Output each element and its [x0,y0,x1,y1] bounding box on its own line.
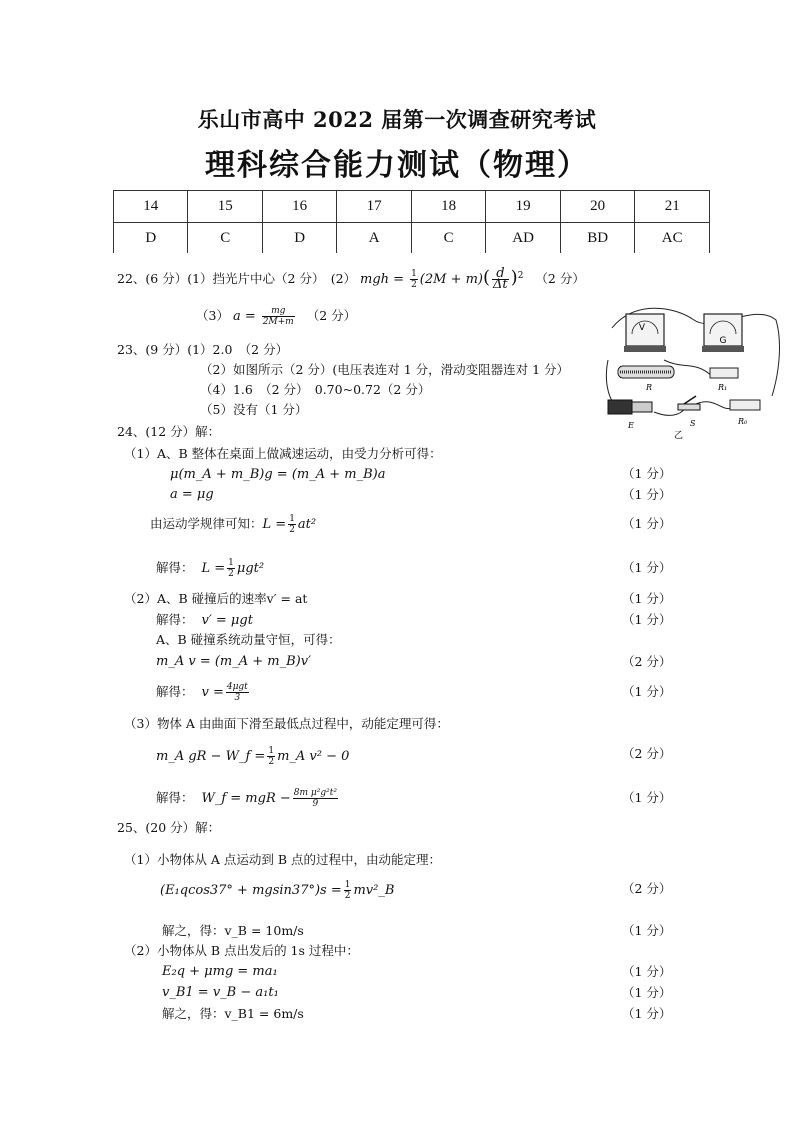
q25-head: 25、(20 分）解： [117,820,221,835]
question-number: 14 [114,191,188,223]
score-label: （1 分） [622,923,672,938]
q22-line1: 22、(6 分）(1）挡光片中心（2 分） (2） mgh = $\frac{1}{2}$ (2M + m)( $\frac{d}{\Delta t}$ )$^2$ （2 分） [117,266,585,293]
score-label: （2 分） [622,654,672,669]
exam-title: 乐山市高中 2022 届第一次调查研究考试 [197,107,597,132]
q23-line2: （2）如图所示（2 分）(电压表连对 1 分，滑动变阻器连对 1 分） [200,362,570,377]
resistor-r1-icon [710,368,738,378]
question-number: 16 [262,191,336,223]
q22-eq1-mid: (2M + m) [419,272,484,288]
circuit-label-s: S [690,419,696,428]
score-label: （1 分） [622,591,672,606]
score-label: （1 分） [622,684,672,699]
score-label: （1 分） [622,612,672,627]
score-label: （1 分） [622,560,672,575]
circuit-label-r1: R₁ [718,383,728,392]
circuit-label-figure: 乙 [674,431,684,441]
score-label: （2 分） [622,881,672,896]
q22-line2 [196,306,356,327]
answer-cell: AD [486,223,561,254]
half-fraction: $\frac{1}{2}$ [228,558,234,579]
question-number: 21 [635,191,710,223]
q24-eq5: 解得： v′ = μgt [156,612,253,628]
q22-line2-prefix: （3） [196,308,229,323]
answer-table-numbers-row [114,191,710,223]
half-fraction: $\frac{1}{2}$ [289,514,295,535]
q24-part2: （2）A、B 碰撞后的速率v′ = at [124,591,308,606]
question-number: 15 [188,191,262,223]
score-label: （1 分） [622,516,672,531]
q24-eq9: 解得： W_f = mgR − $\frac{\text{8m μ²g²t²}}{9}$ [156,788,337,809]
q25-eq3: E₂q + μmg = ma₁ [162,964,278,979]
q24-part3: （3）物体 A 由曲面下滑至最低点过程中，动能定理可得： [124,716,449,731]
answer-table-answers-row [114,223,710,254]
q22-eq2-score: （2 分） [306,308,357,323]
q22-eq2-lhs: a = [232,309,256,324]
question-number: 18 [411,191,485,223]
battery-icon [608,400,632,414]
q24-eq6: m_A v = (m_A + m_B)v′ [156,654,312,669]
q22-eq1-square: 2 [517,271,524,281]
q22-eq1-score: （2 分） [535,271,585,287]
q22-eq1-lhs: mgh = [360,272,405,288]
circuit-wire [606,360,614,404]
score-label: （1 分） [622,790,672,805]
circuit-label-v: V [638,323,646,333]
answer-table [113,190,710,253]
q24-eq1: μ(m_A + m_B)g = (m_A + m_B)a [170,467,386,482]
score-label: （1 分） [622,487,672,502]
score-label: （1 分） [622,985,672,1000]
score-label: （1 分） [622,1006,672,1021]
answer-cell: A [337,223,411,254]
q24-part2b: A、B 碰撞系统动量守恒，可得： [156,632,341,647]
circuit-label-r0: R₀ [738,417,748,426]
answer-cell: C [188,223,262,254]
circuit-label-g: G [719,336,727,346]
switch-icon [678,404,700,410]
q24-eq7: 解得： v = $\frac{\text{4μgt}}{3}$ [156,682,248,703]
answer-cell: BD [560,223,635,254]
q23-line1: 23、(9 分）(1）2.0 （2 分） [117,342,289,357]
q25-eq4: v_B1 = v_B − a₁t₁ [162,985,279,1000]
circuit-label-r: R [646,383,653,392]
exam-subtitle: 理科综合能力测试（物理） [205,148,589,183]
question-number: 20 [560,191,635,223]
score-label: （1 分） [622,466,672,481]
circuit-label-e: E [628,421,634,430]
score-label: （1 分） [622,964,672,979]
q22-eq1-ratio: $\frac{d}{\Delta t}$ [493,266,508,293]
score-label: （2 分） [622,746,672,761]
answer-cell: AC [635,223,710,254]
question-number: 19 [486,191,561,223]
q22-eq1-half: $\frac{1}{2}$ [411,269,417,291]
resistor-r0-icon [730,400,760,410]
half-fraction: $\frac{1}{2}$ [344,880,351,901]
q24-part1: （1）A、B 整体在桌面上做减速运动，由受力分析可得： [124,446,442,461]
q24-eq3: 由运动学规律可知：L = $\frac{1}{2}$ at² [150,514,317,535]
q25-part2: （2）小物体从 B 点出发后的 1s 过程中： [124,943,359,958]
answer-cell: D [262,223,336,254]
q23-line4: （5）没有（1 分） [200,402,308,417]
q25-part1: （1）小物体从 A 点运动到 B 点的过程中，由动能定理： [124,852,442,867]
q24-eq8: m_A gR − W_f = $\frac{1}{2}$ m_A v² − 0 [156,746,350,767]
q22-line1-prefix: 22、(6 分）(1）挡光片中心（2 分） (2） [117,271,357,287]
answer-cell: D [114,223,188,254]
q22-eq2-frac: $\frac{mg}{2M+m}$ [262,306,294,327]
q25-eq5: 解之，得：v_B1 = 6m/s [162,1006,304,1021]
q24-eq2: a = μg [170,487,214,502]
q24-eq4: 解得： L = $\frac{1}{2}$ μgt² [156,558,265,579]
circuit-diagram [604,300,782,442]
answer-cell: C [411,223,485,254]
circuit-wire [696,402,732,409]
q25-eq2: 解之，得：v_B = 10m/s [162,923,304,938]
q23-line3: （4）1.6 （2 分） 0.70~0.72（2 分） [200,382,431,397]
question-number: 17 [337,191,411,223]
half-fraction: $\frac{1}{2}$ [268,746,275,767]
q25-eq1: (E₁qcos37° + mgsin37°)s = $\frac{1}{2}$ mv²_B [160,880,395,901]
q24-head: 24、(12 分）解： [117,424,221,439]
